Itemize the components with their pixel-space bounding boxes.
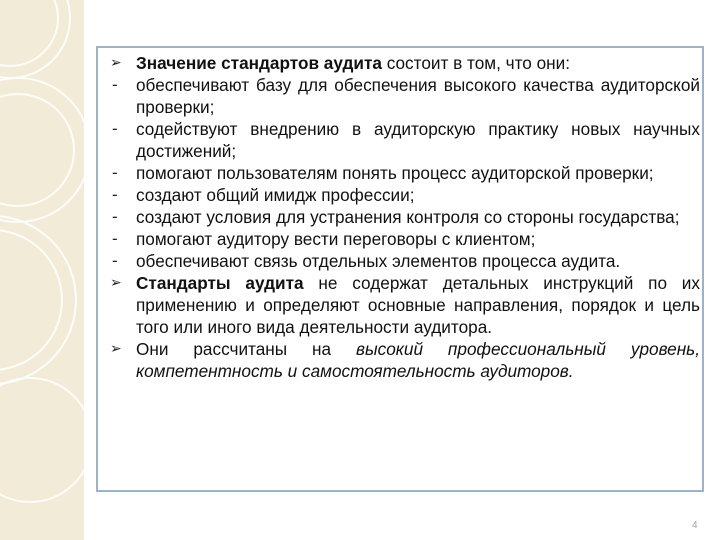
decorative-side-band [0,0,84,540]
arrow-bullet-icon: ➢ [110,341,122,357]
list-item [110,206,700,228]
item-text: содействуют внедрению в аудиторскую практику новых научных достижений; [136,119,700,161]
list-item [110,228,700,250]
italic-text: высокий профессиональный уровень, компетентность и самостоятельность аудиторов. [136,339,701,381]
item-text: обеспечивают связь отдельных элементов процесса аудита. [136,251,621,271]
item-text: состоит в том, что они: [381,53,571,73]
list-item [110,162,700,184]
bullet-list [110,52,700,382]
list-item [110,184,700,206]
item-text: не содержат детальных инструкций по их применению и определяют основные направления, порядок и цель того или иного вида деятельности аудитора. [136,273,701,337]
list-item [110,52,700,74]
arrow-bullet-icon: ➢ [110,55,122,71]
list-item [110,118,700,162]
list-item [110,272,700,338]
arrow-bullet-icon: ➢ [110,275,122,291]
item-text: создают общий имидж профессии; [136,185,415,205]
item-text: помогают аудитору вести переговоры с клиентом; [136,229,536,249]
decorative-circles [0,0,84,540]
list-item [110,74,700,118]
dash-bullet-icon: - [112,185,118,204]
page-number: 4 [692,520,698,531]
dash-bullet-icon: - [112,207,118,226]
bold-term: Значение стандартов аудита [136,53,382,73]
item-text: помогают пользователям понять процесс аудиторской проверки; [136,163,654,183]
bold-term: Стандарты аудита [136,273,304,293]
list-item [110,250,700,272]
dash-bullet-icon: - [112,251,118,270]
dash-bullet-icon: - [112,119,118,138]
list-item [110,338,700,382]
dash-bullet-icon: - [112,75,118,94]
dash-bullet-icon: - [112,229,118,248]
item-text: обеспечивают базу для обеспечения высокого качества аудиторской проверки; [136,75,700,117]
item-text: создают условия для устранения контроля со стороны государства; [136,207,680,227]
dash-bullet-icon: - [112,163,118,182]
item-text: Они рассчитаны на [136,339,357,359]
